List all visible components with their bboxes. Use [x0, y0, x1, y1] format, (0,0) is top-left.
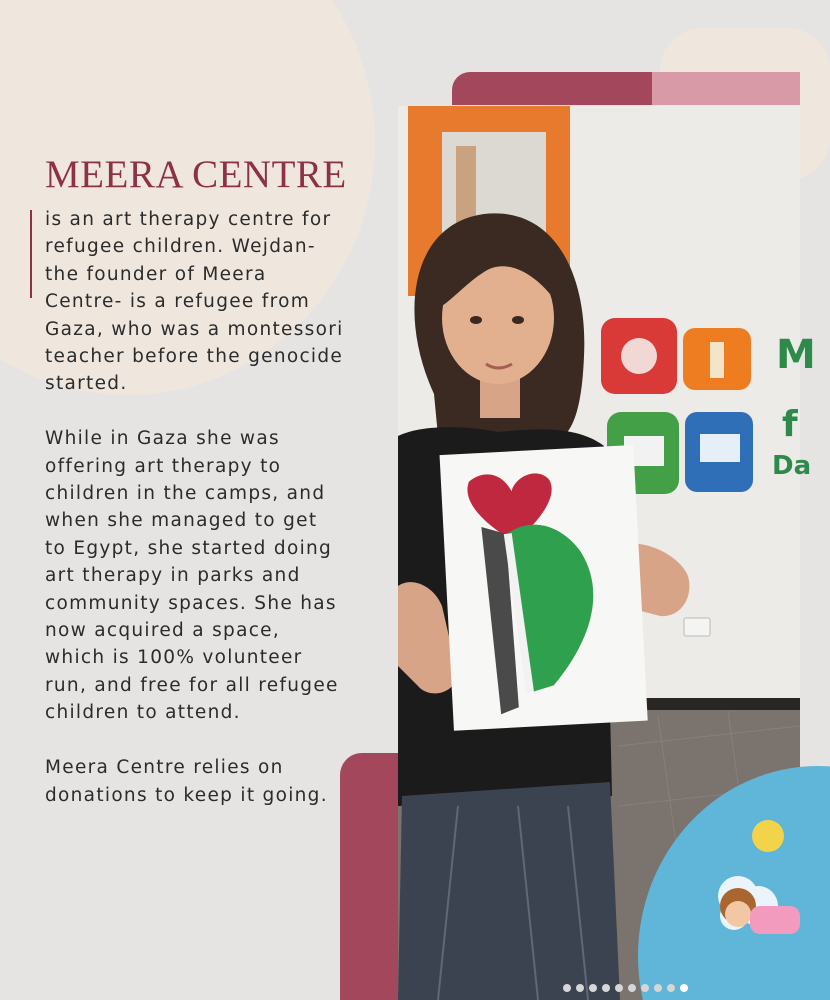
wall-sign-letters-da: Da: [772, 451, 812, 481]
paragraph-intro: is an art therapy centre for refugee children. Wejdan- the founder of Meera Centre- is a refugee from Gaza, who was a montessori teacher before the genocide started.: [45, 209, 344, 395]
palestinian-flag-drawing: [440, 445, 648, 731]
wall-sign-letter-f: f: [782, 404, 798, 445]
post-body: [45, 206, 345, 809]
carousel-dot[interactable]: [628, 984, 636, 992]
carousel-dot[interactable]: [589, 984, 597, 992]
accent-line: [30, 210, 32, 298]
carousel-dot[interactable]: [563, 984, 571, 992]
carousel-dot[interactable]: [641, 984, 649, 992]
post-title: MEERA CENTRE: [45, 153, 347, 196]
decorative-light-band: [652, 72, 800, 105]
carousel-dot[interactable]: [576, 984, 584, 992]
wall-sign-letter-m: M: [776, 332, 816, 378]
carousel-dot[interactable]: [654, 984, 662, 992]
carousel-dot[interactable]: [667, 984, 675, 992]
carousel-indicator: [563, 984, 688, 992]
paragraph-story: While in Gaza she was offering art therapy to children in the camps, and when she managed to get to Egypt, she started doing art therapy in parks and community spaces. She has now acquired a space, which is 100% volunteer run, and free for all refugee children to attend.: [45, 428, 339, 724]
carousel-dot-active[interactable]: [680, 984, 688, 992]
carousel-dot[interactable]: [615, 984, 623, 992]
carousel-dot[interactable]: [602, 984, 610, 992]
paragraph-donations: Meera Centre relies on donations to keep it going.: [45, 757, 328, 806]
photo-girl-holding-flag-drawing: [398, 106, 816, 1000]
